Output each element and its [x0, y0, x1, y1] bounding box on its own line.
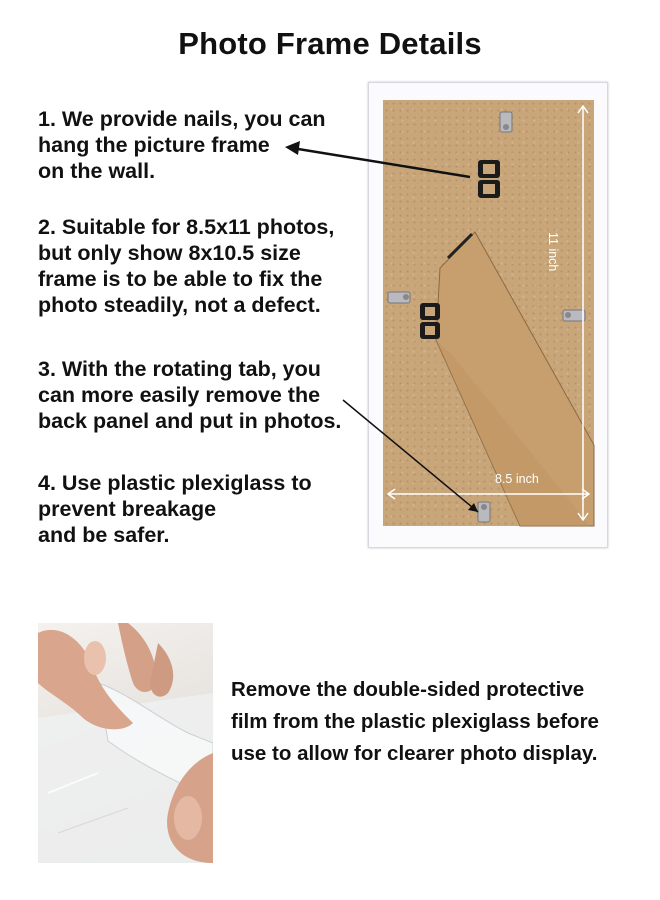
callout-arrow-rotating-tab	[343, 400, 478, 512]
rotating-tab-bottom	[478, 502, 490, 522]
rotating-tab-left	[388, 292, 410, 303]
rotating-tab-right	[563, 310, 585, 321]
height-dimension-label: 11 inch	[546, 232, 560, 272]
film-peeling-photo	[38, 623, 213, 863]
feature-rotating-tab-text: 3. With the rotating tab, you can more easily remove the back panel and put in photos.	[38, 357, 342, 433]
feature-photo-size-text: 2. Suitable for 8.5x11 photos, but only show 8x10.5 size frame is to be able to fix the photo steadily, not a defect.	[38, 215, 335, 317]
feature-plexiglass-text: 4. Use plastic plexiglass to prevent breakage and be safer.	[38, 471, 312, 547]
page-title: Photo Frame Details	[178, 26, 482, 61]
hands-peeling-film-illustration	[38, 623, 213, 863]
width-dimension-label: 8.5 inch	[495, 472, 539, 486]
film-removal-caption: Remove the double-sided protective film from the plastic plexiglass before use to allow for clearer photo display.	[231, 678, 599, 765]
hanger-hook-top	[478, 160, 500, 198]
rotating-tab-top	[500, 112, 512, 132]
callout-arrow-nails	[285, 141, 470, 177]
feature-nails-text: 1. We provide nails, you can hang the picture frame on the wall.	[38, 107, 326, 183]
